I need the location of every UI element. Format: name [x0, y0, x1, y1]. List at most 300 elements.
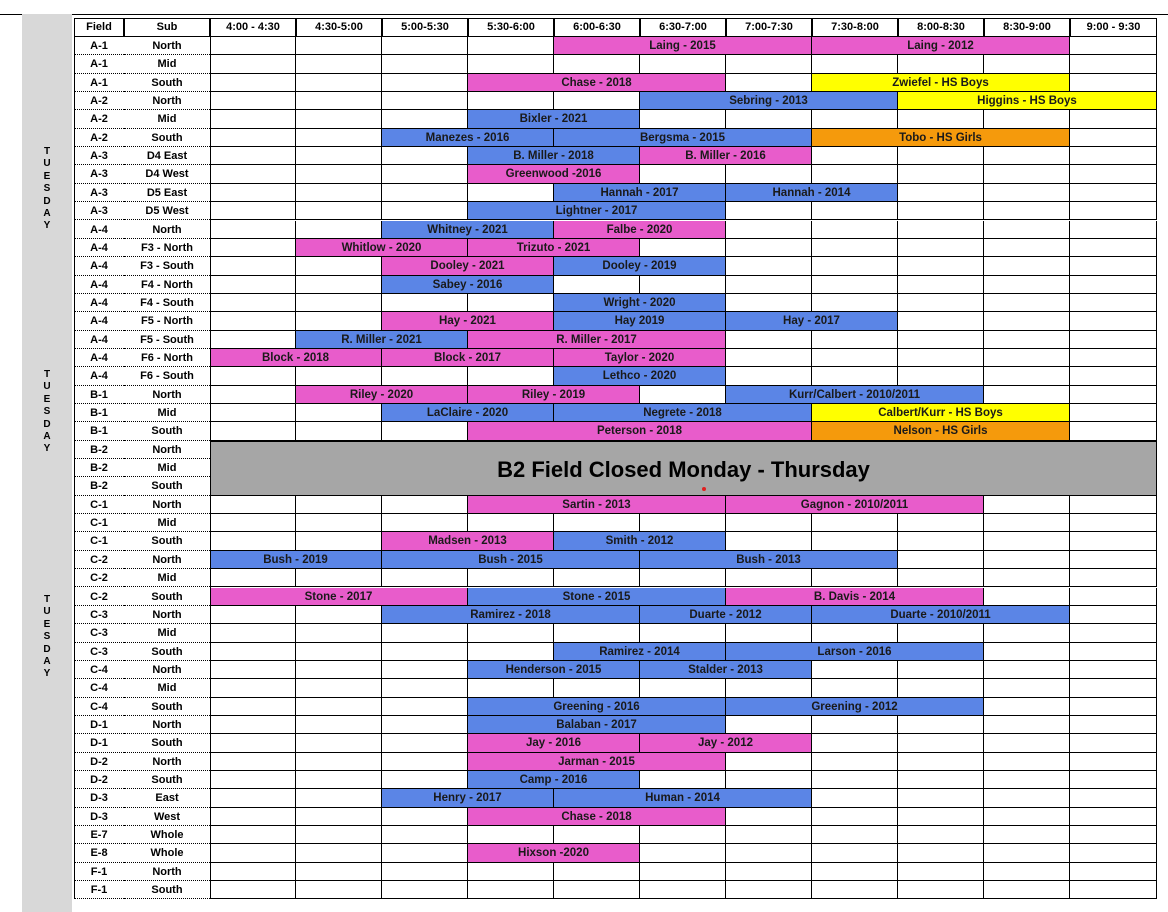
- time-cell: [296, 514, 382, 532]
- booking-bar[interactable]: Dooley - 2019: [554, 257, 726, 275]
- time-cell: [726, 276, 812, 294]
- booking-bar[interactable]: Smith - 2012: [554, 532, 726, 550]
- time-cell: [726, 55, 812, 73]
- time-cell: [640, 881, 726, 899]
- time-cell: [984, 514, 1070, 532]
- time-cell: [296, 643, 382, 661]
- time-cell: [210, 331, 296, 349]
- day-label-letter: T: [43, 146, 51, 157]
- time-cell: [812, 221, 898, 239]
- field-cell: C-1: [74, 514, 124, 532]
- booking-bar[interactable]: Riley - 2019: [468, 386, 640, 404]
- field-cell: D-2: [74, 771, 124, 789]
- booking-bar[interactable]: B. Miller - 2018: [468, 147, 640, 165]
- booking-bar[interactable]: Laing - 2012: [812, 37, 1070, 55]
- booking-bar[interactable]: Henderson - 2015: [468, 661, 640, 679]
- time-cell: [898, 661, 984, 679]
- booking-bar[interactable]: R. Miller - 2021: [296, 331, 468, 349]
- time-cell: [1070, 808, 1157, 826]
- booking-bar[interactable]: Bush - 2019: [210, 551, 382, 569]
- sub-cell: D5 West: [124, 202, 210, 220]
- time-cell: [1070, 844, 1157, 862]
- booking-bar[interactable]: Block - 2018: [210, 349, 382, 367]
- booking-bar[interactable]: Dooley - 2021: [382, 257, 554, 275]
- booking-bar[interactable]: Larson - 2016: [726, 643, 984, 661]
- booking-bar[interactable]: Hannah - 2017: [554, 184, 726, 202]
- booking-bar[interactable]: Human - 2014: [554, 789, 812, 807]
- booking-bar[interactable]: R. Miller - 2017: [468, 331, 726, 349]
- sub-cell: South: [124, 881, 210, 899]
- time-cell: [1070, 863, 1157, 881]
- time-cell: [984, 496, 1070, 514]
- booking-bar[interactable]: Trizuto - 2021: [468, 239, 640, 257]
- time-cell: [296, 202, 382, 220]
- field-cell: D-1: [74, 734, 124, 752]
- sub-cell: Mid: [124, 55, 210, 73]
- time-cell: [382, 294, 468, 312]
- booking-bar[interactable]: B. Miller - 2016: [640, 147, 812, 165]
- sub-cell: Mid: [124, 679, 210, 697]
- time-cell: [296, 679, 382, 697]
- field-cell: C-1: [74, 532, 124, 550]
- booking-bar[interactable]: B. Davis - 2014: [726, 588, 984, 606]
- time-cell: [382, 367, 468, 385]
- sub-cell: D4 West: [124, 165, 210, 183]
- time-cell: [296, 661, 382, 679]
- field-cell: A-1: [74, 55, 124, 73]
- booking-bar[interactable]: Riley - 2020: [296, 386, 468, 404]
- time-cell: [210, 643, 296, 661]
- time-cell: [812, 514, 898, 532]
- field-cell: A-1: [74, 37, 124, 55]
- time-cell: [898, 221, 984, 239]
- time-slot-header: 5:30-6:00: [468, 18, 554, 37]
- time-cell: [1070, 276, 1157, 294]
- booking-bar[interactable]: Peterson - 2018: [468, 422, 812, 440]
- booking-bar[interactable]: Hay - 2021: [382, 312, 554, 330]
- time-cell: [898, 514, 984, 532]
- time-cell: [640, 863, 726, 881]
- time-cell: [898, 808, 984, 826]
- time-cell: [726, 863, 812, 881]
- booking-bar[interactable]: Falbe - 2020: [554, 221, 726, 239]
- booking-bar[interactable]: Block - 2017: [382, 349, 554, 367]
- time-cell: [382, 147, 468, 165]
- time-cell: [898, 147, 984, 165]
- day-label-letter: D: [43, 195, 51, 207]
- time-cell: [984, 257, 1070, 275]
- booking-bar[interactable]: Chase - 2018: [468, 74, 726, 92]
- booking-bar[interactable]: Kurr/Calbert - 2010/2011: [726, 386, 984, 404]
- time-cell: [554, 276, 640, 294]
- time-cell: [382, 92, 468, 110]
- booking-bar[interactable]: Hay 2019: [554, 312, 726, 330]
- time-cell: [812, 202, 898, 220]
- time-cell: [210, 239, 296, 257]
- sub-cell: South: [124, 74, 210, 92]
- time-cell: [812, 789, 898, 807]
- time-cell: [984, 55, 1070, 73]
- field-cell: A-3: [74, 202, 124, 220]
- time-cell: [382, 771, 468, 789]
- time-cell: [726, 844, 812, 862]
- time-cell: [726, 624, 812, 642]
- time-cell: [468, 184, 554, 202]
- time-cell: [984, 661, 1070, 679]
- time-cell: [382, 679, 468, 697]
- field-cell: B-2: [74, 441, 124, 459]
- time-cell: [210, 422, 296, 440]
- booking-bar[interactable]: Jarman - 2015: [468, 753, 726, 771]
- booking-bar[interactable]: Lightner - 2017: [468, 202, 726, 220]
- time-cell: [210, 496, 296, 514]
- field-cell: C-4: [74, 661, 124, 679]
- sub-cell: East: [124, 789, 210, 807]
- time-cell: [210, 110, 296, 128]
- sub-cell: North: [124, 37, 210, 55]
- time-cell: [726, 716, 812, 734]
- booking-bar[interactable]: Stalder - 2013: [640, 661, 812, 679]
- field-cell: A-1: [74, 74, 124, 92]
- time-cell: [898, 569, 984, 587]
- time-cell: [984, 698, 1070, 716]
- time-cell: [898, 826, 984, 844]
- time-cell: [898, 239, 984, 257]
- time-cell: [296, 808, 382, 826]
- booking-bar[interactable]: Hay - 2017: [726, 312, 898, 330]
- time-cell: [898, 257, 984, 275]
- time-cell: [984, 808, 1070, 826]
- time-cell: [1070, 147, 1157, 165]
- time-cell: [554, 679, 640, 697]
- day-label-letter: U: [43, 158, 51, 170]
- sub-cell: North: [124, 221, 210, 239]
- time-cell: [984, 551, 1070, 569]
- time-cell: [898, 367, 984, 385]
- time-cell: [1070, 55, 1157, 73]
- time-cell: [726, 881, 812, 899]
- sub-cell: South: [124, 477, 210, 495]
- red-marker: [702, 487, 706, 491]
- sub-cell: South: [124, 532, 210, 550]
- field-cell: A-4: [74, 349, 124, 367]
- booking-bar[interactable]: Bixler - 2021: [468, 110, 640, 128]
- time-cell: [726, 514, 812, 532]
- time-cell: [382, 734, 468, 752]
- time-cell: [296, 771, 382, 789]
- sub-cell: North: [124, 386, 210, 404]
- field-cell: A-4: [74, 257, 124, 275]
- time-cell: [1070, 606, 1157, 624]
- booking-bar[interactable]: Whitlow - 2020: [296, 239, 468, 257]
- booking-bar[interactable]: Zwiefel - HS Boys: [812, 74, 1070, 92]
- sub-cell: Whole: [124, 844, 210, 862]
- booking-bar[interactable]: Negrete - 2018: [554, 404, 812, 422]
- time-cell: [382, 110, 468, 128]
- time-cell: [812, 863, 898, 881]
- day-label-letter: A: [43, 656, 51, 667]
- sub-cell: West: [124, 808, 210, 826]
- booking-bar[interactable]: Madsen - 2013: [382, 532, 554, 550]
- sub-cell: North: [124, 606, 210, 624]
- booking-bar[interactable]: Henry - 2017: [382, 789, 554, 807]
- time-cell: [984, 110, 1070, 128]
- field-cell: C-2: [74, 588, 124, 606]
- time-cell: [984, 331, 1070, 349]
- sub-cell: North: [124, 863, 210, 881]
- time-cell: [898, 312, 984, 330]
- booking-bar[interactable]: Sartin - 2013: [468, 496, 726, 514]
- time-slot-header: 4:00 - 4:30: [210, 18, 296, 37]
- booking-bar[interactable]: Jay - 2012: [640, 734, 812, 752]
- time-cell: [468, 881, 554, 899]
- time-cell: [210, 74, 296, 92]
- time-cell: [1070, 349, 1157, 367]
- time-cell: [640, 165, 726, 183]
- time-cell: [812, 679, 898, 697]
- booking-bar[interactable]: Calbert/Kurr - HS Boys: [812, 404, 1070, 422]
- booking-bar[interactable]: Camp - 2016: [468, 771, 640, 789]
- time-cell: [984, 202, 1070, 220]
- time-cell: [726, 753, 812, 771]
- time-cell: [812, 147, 898, 165]
- time-cell: [898, 881, 984, 899]
- time-cell: [812, 881, 898, 899]
- time-cell: [898, 349, 984, 367]
- sub-cell: F5 - North: [124, 312, 210, 330]
- time-slot-header: 7:00-7:30: [726, 18, 812, 37]
- time-cell: [1070, 239, 1157, 257]
- booking-bar[interactable]: Sebring - 2013: [640, 92, 898, 110]
- time-cell: [984, 789, 1070, 807]
- time-cell: [1070, 679, 1157, 697]
- field-cell: E-7: [74, 826, 124, 844]
- time-slot-header: 8:00-8:30: [898, 18, 984, 37]
- time-cell: [1070, 129, 1157, 147]
- time-cell: [382, 165, 468, 183]
- sub-cell: North: [124, 661, 210, 679]
- booking-bar[interactable]: Ramirez - 2018: [382, 606, 640, 624]
- time-cell: [468, 826, 554, 844]
- time-cell: [382, 808, 468, 826]
- day-label-letter: T: [43, 369, 51, 380]
- time-cell: [296, 826, 382, 844]
- time-cell: [640, 771, 726, 789]
- sub-cell: South: [124, 422, 210, 440]
- time-cell: [296, 221, 382, 239]
- time-cell: [984, 386, 1070, 404]
- time-cell: [640, 569, 726, 587]
- time-cell: [984, 147, 1070, 165]
- time-cell: [1070, 734, 1157, 752]
- time-cell: [1070, 643, 1157, 661]
- time-cell: [984, 881, 1070, 899]
- sub-cell: South: [124, 643, 210, 661]
- time-cell: [898, 734, 984, 752]
- day-label-letter: S: [43, 631, 51, 643]
- time-cell: [210, 221, 296, 239]
- time-cell: [1070, 753, 1157, 771]
- time-cell: [1070, 661, 1157, 679]
- time-cell: [1070, 331, 1157, 349]
- booking-bar[interactable]: Whitney - 2021: [382, 221, 554, 239]
- time-cell: [1070, 881, 1157, 899]
- booking-bar[interactable]: Greenwood -2016: [468, 165, 640, 183]
- time-cell: [726, 569, 812, 587]
- time-cell: [1070, 826, 1157, 844]
- time-cell: [726, 771, 812, 789]
- sub-cell: South: [124, 734, 210, 752]
- booking-bar[interactable]: Hannah - 2014: [726, 184, 898, 202]
- time-cell: [296, 55, 382, 73]
- booking-bar[interactable]: Jay - 2016: [468, 734, 640, 752]
- booking-bar[interactable]: LaClaire - 2020: [382, 404, 554, 422]
- time-cell: [726, 826, 812, 844]
- time-cell: [382, 569, 468, 587]
- booking-bar[interactable]: Gagnon - 2010/2011: [726, 496, 984, 514]
- time-cell: [984, 844, 1070, 862]
- time-cell: [382, 37, 468, 55]
- time-cell: [1070, 422, 1157, 440]
- booking-bar[interactable]: Bush - 2013: [640, 551, 898, 569]
- booking-bar[interactable]: Greening - 2016: [468, 698, 726, 716]
- time-cell: [210, 37, 296, 55]
- sub-cell: Mid: [124, 569, 210, 587]
- time-cell: [296, 367, 382, 385]
- time-cell: [984, 367, 1070, 385]
- time-cell: [640, 679, 726, 697]
- sub-cell: D5 East: [124, 184, 210, 202]
- time-cell: [984, 184, 1070, 202]
- time-cell: [898, 624, 984, 642]
- booking-bar[interactable]: Bush - 2015: [382, 551, 640, 569]
- time-cell: [812, 661, 898, 679]
- field-cell: E-8: [74, 844, 124, 862]
- booking-bar[interactable]: Taylor - 2020: [554, 349, 726, 367]
- time-cell: [210, 514, 296, 532]
- time-cell: [296, 110, 382, 128]
- time-cell: [382, 55, 468, 73]
- time-cell: [210, 734, 296, 752]
- time-cell: [812, 624, 898, 642]
- time-cell: [812, 532, 898, 550]
- booking-bar[interactable]: Sabey - 2016: [382, 276, 554, 294]
- sub-cell: D4 East: [124, 147, 210, 165]
- field-cell: A-2: [74, 129, 124, 147]
- booking-bar[interactable]: Nelson - HS Girls: [812, 422, 1070, 440]
- field-cell: C-3: [74, 606, 124, 624]
- booking-bar[interactable]: Duarte - 2012: [640, 606, 812, 624]
- time-slot-header: 6:30-7:00: [640, 18, 726, 37]
- time-cell: [812, 569, 898, 587]
- booking-bar[interactable]: Stone - 2015: [468, 588, 726, 606]
- day-label-letter: A: [43, 208, 51, 219]
- booking-bar[interactable]: Wright - 2020: [554, 294, 726, 312]
- time-cell: [382, 753, 468, 771]
- time-cell: [984, 276, 1070, 294]
- booking-bar[interactable]: Lethco - 2020: [554, 367, 726, 385]
- header-field: Field: [74, 18, 124, 37]
- sub-cell: North: [124, 753, 210, 771]
- booking-bar[interactable]: Bergsma - 2015: [554, 129, 812, 147]
- sub-cell: North: [124, 496, 210, 514]
- time-cell: [984, 165, 1070, 183]
- time-cell: [1070, 588, 1157, 606]
- time-cell: [640, 514, 726, 532]
- day-label-letter: E: [43, 618, 51, 630]
- booking-bar[interactable]: Ramirez - 2014: [554, 643, 726, 661]
- time-cell: [1070, 496, 1157, 514]
- time-cell: [296, 863, 382, 881]
- booking-bar[interactable]: Duarte - 2010/2011: [812, 606, 1070, 624]
- booking-bar[interactable]: Laing - 2015: [554, 37, 812, 55]
- field-cell: D-3: [74, 808, 124, 826]
- booking-bar[interactable]: Tobo - HS Girls: [812, 129, 1070, 147]
- booking-bar[interactable]: Stone - 2017: [210, 588, 468, 606]
- time-cell: [1070, 624, 1157, 642]
- time-cell: [812, 844, 898, 862]
- time-cell: [210, 771, 296, 789]
- time-cell: [468, 679, 554, 697]
- field-cell: C-3: [74, 624, 124, 642]
- booking-bar[interactable]: Greening - 2012: [726, 698, 984, 716]
- field-cell: A-4: [74, 239, 124, 257]
- time-cell: [210, 184, 296, 202]
- time-cell: [554, 881, 640, 899]
- booking-bar[interactable]: Higgins - HS Boys: [898, 92, 1157, 110]
- booking-bar[interactable]: Chase - 2018: [468, 808, 726, 826]
- time-cell: [898, 753, 984, 771]
- sub-cell: Mid: [124, 404, 210, 422]
- time-cell: [898, 679, 984, 697]
- time-cell: [898, 789, 984, 807]
- sub-cell: F4 - South: [124, 294, 210, 312]
- sub-cell: North: [124, 551, 210, 569]
- time-slot-header: 6:00-6:30: [554, 18, 640, 37]
- field-cell: C-1: [74, 496, 124, 514]
- time-cell: [210, 147, 296, 165]
- time-cell: [210, 753, 296, 771]
- field-cell: D-3: [74, 789, 124, 807]
- time-cell: [812, 257, 898, 275]
- time-cell: [984, 771, 1070, 789]
- time-cell: [210, 129, 296, 147]
- grid-left-border: [210, 37, 211, 899]
- sub-cell: South: [124, 588, 210, 606]
- time-cell: [898, 202, 984, 220]
- time-cell: [210, 276, 296, 294]
- sub-cell: Whole: [124, 826, 210, 844]
- time-cell: [468, 624, 554, 642]
- time-cell: [296, 92, 382, 110]
- time-cell: [812, 808, 898, 826]
- time-cell: [984, 716, 1070, 734]
- booking-bar[interactable]: Hixson -2020: [468, 844, 640, 862]
- time-cell: [296, 404, 382, 422]
- time-cell: [296, 129, 382, 147]
- time-cell: [1070, 716, 1157, 734]
- time-slot-header: 9:00 - 9:30: [1070, 18, 1157, 37]
- time-cell: [210, 789, 296, 807]
- time-cell: [812, 276, 898, 294]
- booking-bar[interactable]: Balaban - 2017: [468, 716, 726, 734]
- time-cell: [210, 624, 296, 642]
- time-cell: [1070, 165, 1157, 183]
- booking-bar[interactable]: Manezes - 2016: [382, 129, 554, 147]
- time-cell: [210, 606, 296, 624]
- field-cell: A-4: [74, 221, 124, 239]
- day-label-letter: T: [43, 594, 51, 605]
